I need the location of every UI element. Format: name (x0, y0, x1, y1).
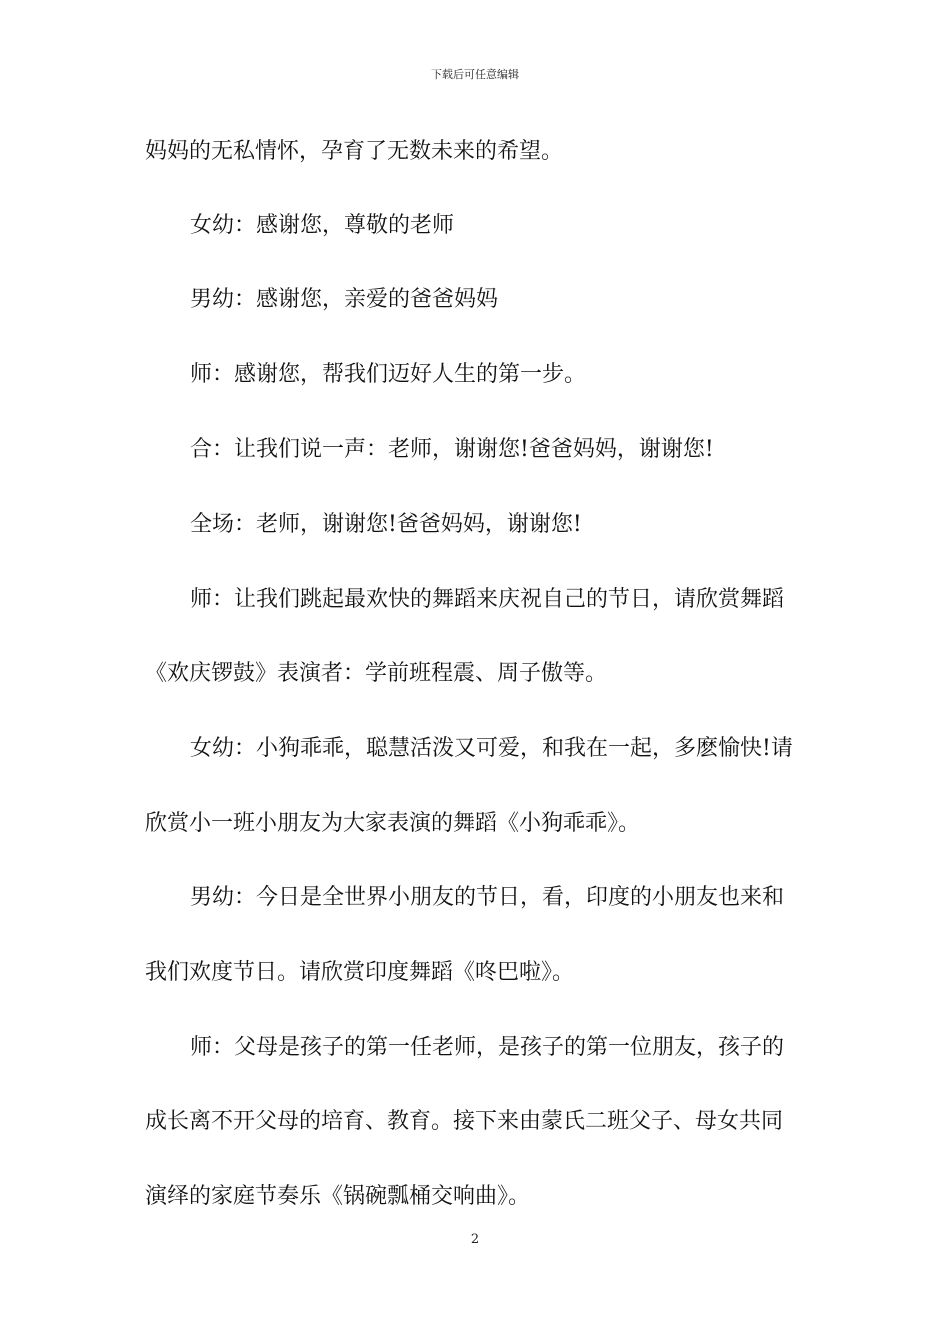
paragraph-line: 女幼：感谢您，尊敬的老师 (190, 213, 455, 238)
paragraph-line: 妈妈的无私情怀，孕育了无数未来的希望。 (145, 139, 564, 164)
paragraph-line: 师：感谢您，帮我们迈好人生的第一步。 (190, 362, 587, 387)
paragraph-line: 《欢庆锣鼓》表演者：学前班程震、周子傲等。 (145, 661, 608, 686)
paragraph-line: 女幼：小狗乖乖，聪慧活泼又可爱，和我在一起，多麽愉快!请 (190, 736, 793, 761)
paragraph-line: 师：父母是孩子的第一任老师，是孩子的第一位朋友，孩子的 (190, 1035, 785, 1060)
page-header: 下载后可任意编辑 (431, 68, 519, 81)
paragraph-line: 演绎的家庭节奏乐《锅碗瓢桶交响曲》。 (145, 1184, 531, 1209)
paragraph-line: 欣赏小一班小朋友为大家表演的舞蹈《小狗乖乖》。 (145, 811, 641, 836)
paragraph-line: 成长离不开父母的培育、教育。接下来由蒙氏二班父子、母女共同 (145, 1109, 784, 1134)
paragraph-line: 师：让我们跳起最欢快的舞蹈来庆祝自己的节日，请欣赏舞蹈 (190, 587, 785, 612)
paragraph-line: 男幼：感谢您，亲爱的爸爸妈妈 (190, 287, 499, 312)
paragraph-line: 全场：老师，谢谢您!爸爸妈妈，谢谢您! (190, 512, 582, 537)
paragraph-line: 男幼：今日是全世界小朋友的节日，看，印度的小朋友也来和 (190, 885, 785, 910)
paragraph-line: 合：让我们说一声：老师，谢谢您!爸爸妈妈，谢谢您! (190, 437, 714, 462)
page-number: 2 (470, 1232, 480, 1247)
paragraph-line: 我们欢度节日。请欣赏印度舞蹈《咚巴啦》。 (145, 960, 575, 985)
